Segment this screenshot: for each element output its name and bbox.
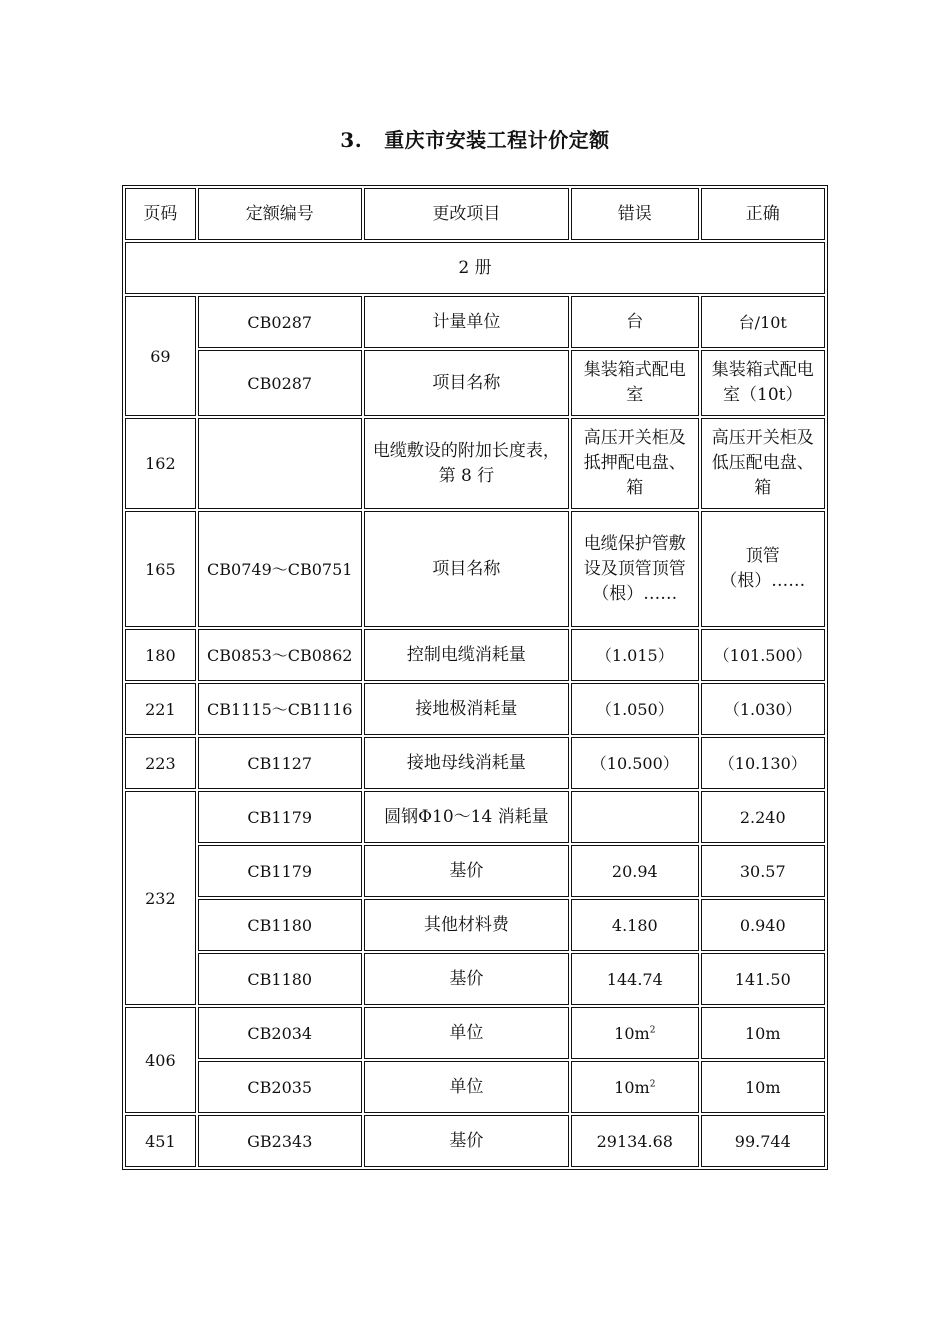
table-row (125, 683, 825, 735)
item-cell: 接地极消耗量 (364, 683, 569, 735)
right-cell: （101.500） (701, 629, 825, 681)
right-cell: 0.940 (701, 899, 825, 951)
section-label: 2 册 (125, 242, 825, 294)
right-cell: 10m (701, 1007, 825, 1059)
page-cell: 406 (125, 1007, 196, 1113)
wrong-cell (571, 1007, 698, 1059)
wrong-cell (571, 791, 698, 843)
header-item: 更改项目 (364, 188, 569, 240)
item-cell: 其他材料费 (364, 899, 569, 951)
right-cell: 台/10t (701, 296, 825, 348)
page-cell: 221 (125, 683, 196, 735)
page-cell: 69 (125, 296, 196, 416)
section-row (125, 242, 825, 294)
table-row (125, 899, 825, 951)
table-row (125, 1007, 825, 1059)
page-cell: 451 (125, 1115, 196, 1167)
code-cell: CB1180 (198, 899, 362, 951)
wrong-cell: （10.500） (571, 737, 698, 789)
header-code: 定额编号 (198, 188, 362, 240)
page-title (0, 124, 950, 153)
right-cell: 141.50 (701, 953, 825, 1005)
wrong-cell (571, 1061, 698, 1113)
item-cell: 基价 (364, 845, 569, 897)
wrong-cell: 电缆保护管敷设及顶管顶管（根）…… (571, 511, 698, 627)
wrong-cell: 集装箱式配电室 (571, 350, 698, 416)
item-cell: 单位 (364, 1007, 569, 1059)
table-row (125, 845, 825, 897)
wrong-cell: （1.015） (571, 629, 698, 681)
right-cell: 集装箱式配电室（10t） (701, 350, 825, 416)
right-cell: 30.57 (701, 845, 825, 897)
wrong-unit: 10m (614, 1023, 650, 1043)
code-cell: CB0287 (198, 296, 362, 348)
right-cell: 2.240 (701, 791, 825, 843)
table-row (125, 418, 825, 509)
item-cell: 计量单位 (364, 296, 569, 348)
right-cell: 10m (701, 1061, 825, 1113)
table-row (125, 350, 825, 416)
item-cell: 基价 (364, 953, 569, 1005)
page-cell: 180 (125, 629, 196, 681)
code-cell: CB1115～CB1116 (198, 683, 362, 735)
code-cell: CB1180 (198, 953, 362, 1005)
item-cell: 接地母线消耗量 (364, 737, 569, 789)
item-cell: 单位 (364, 1061, 569, 1113)
item-cell: 基价 (364, 1115, 569, 1167)
table-row (125, 953, 825, 1005)
code-cell: GB2343 (198, 1115, 362, 1167)
table-row (125, 1115, 825, 1167)
page-cell: 232 (125, 791, 196, 1005)
code-cell (198, 418, 362, 509)
code-cell: CB2035 (198, 1061, 362, 1113)
wrong-unit-sup: 2 (649, 1025, 656, 1036)
wrong-cell: 20.94 (571, 845, 698, 897)
header-wrong: 错误 (571, 188, 698, 240)
item-cell: 圆钢Φ10～14 消耗量 (364, 791, 569, 843)
wrong-cell: 29134.68 (571, 1115, 698, 1167)
right-cell: 高压开关柜及低压配电盘、箱 (701, 418, 825, 509)
wrong-cell: 4.180 (571, 899, 698, 951)
right-cell: （1.030） (701, 683, 825, 735)
wrong-cell: 144.74 (571, 953, 698, 1005)
table-row (125, 629, 825, 681)
wrong-cell: 台 (571, 296, 698, 348)
code-cell: CB1179 (198, 845, 362, 897)
table-row (125, 791, 825, 843)
table-row (125, 737, 825, 789)
code-cell: CB1179 (198, 791, 362, 843)
page-cell: 223 (125, 737, 196, 789)
code-cell: CB2034 (198, 1007, 362, 1059)
table-row (125, 1061, 825, 1113)
title-number: 3. (340, 128, 363, 152)
title-text: 重庆市安装工程计价定额 (384, 128, 610, 152)
errata-table (122, 185, 828, 1170)
wrong-unit: 10m (614, 1077, 650, 1097)
code-cell: CB1127 (198, 737, 362, 789)
header-page: 页码 (125, 188, 196, 240)
code-cell: CB0287 (198, 350, 362, 416)
code-cell: CB0749～CB0751 (198, 511, 362, 627)
code-cell: CB0853～CB0862 (198, 629, 362, 681)
page-cell: 165 (125, 511, 196, 627)
wrong-unit-sup: 2 (649, 1079, 656, 1090)
header-row (125, 188, 825, 240)
item-cell: 项目名称 (364, 350, 569, 416)
right-cell: （10.130） (701, 737, 825, 789)
header-right: 正确 (701, 188, 825, 240)
right-cell: 顶管（根）…… (701, 511, 825, 627)
right-cell: 99.744 (701, 1115, 825, 1167)
item-cell: 电缆敷设的附加长度表，第 8 行 (364, 418, 569, 509)
wrong-cell: 高压开关柜及抵押配电盘、箱 (571, 418, 698, 509)
table-row (125, 296, 825, 348)
wrong-cell: （1.050） (571, 683, 698, 735)
page-cell: 162 (125, 418, 196, 509)
table-row (125, 511, 825, 627)
item-cell: 项目名称 (364, 511, 569, 627)
item-cell: 控制电缆消耗量 (364, 629, 569, 681)
